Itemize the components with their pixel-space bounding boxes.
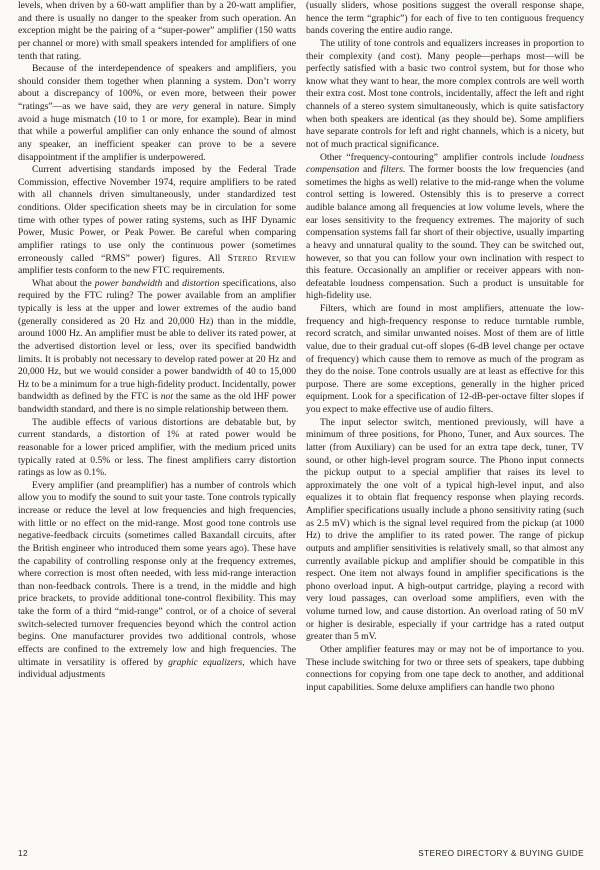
emphasis: power bandwidth xyxy=(94,277,163,289)
paragraph: Because of the interdependence of speakers and amplifiers, you should consider them together when planning a system. Don’t worry about a discrepancy of 100%, or even more, between their power “ratings”—as we have said, they are very general in nature. Simply avoid a huge mismatch (10 to 1 or more, for example). Bear in mind that while a powerful amplifier can only enhance the sound of almost any speaker, an inefficient speaker can prove to be a severe disappointment if the amplifier is underpowered. xyxy=(18,63,296,163)
paragraph: The utility of tone controls and equalizers increases in proportion to their complexity (and cost). Many people—perhaps most—will be perfectly satisfied with a basic two control system, but for those who know what they want to hear, the more complex controls are well worth their extra cost. Most tone controls, incidentally, affect the left and right channels of a stereo system simultaneously, which is quite satisfactory when both speakers are identical (as they should be). Some amplifiers have separate controls for left and right channels, which is a nicety, but not of much practical significance. xyxy=(306,37,584,150)
paragraph: Every amplifier (and preamplifier) has a number of controls which allow you to modify the sound to suit your taste. Tone controls typically increase or reduce the level at low frequencies and high frequencies, with little or no effect on the mid-range. Most good tone controls use negative-feedback circuits (sometimes called Baxandall circuits, after the British engineer who introduced them some years ago). These have the capability of controlling response only at the frequency extremes, where correction is most often needed, with less mid-range interaction than non-feedback controls. There is a trend, in the middle and high price brackets, to provide additional tone-control flexibility. This may take the form of a third “mid-range” control, or of a choice of several switch-selected turnover frequencies beyond which the control action begins. One manufacturer provides two additional controls, whose effects are confined to the extremely low and high frequencies. The ultimate in versatility is offered by graphic equalizers, which have individual adjustments xyxy=(18,479,296,681)
paragraph: Filters, which are found in most amplifiers, attenuate the low-frequency and high-frequency response to reduce turntable rumble, record scratch, and similar unwanted noises. Most of them are of little value, due to their gradual cut-off slopes (6-dB level change per octave of frequency) which cause them to remove as much of the program as they do the noise. Tone controls usually are at least as effective for this purpose. There are some exceptions, generally in the higher priced equipment. Look for a specification of 12-dB-per-octave filter slopes if you expect to make effective use of audio filters. xyxy=(306,303,584,415)
left-column xyxy=(18,0,296,682)
paragraph: The audible effects of various distortions are debatable but, by current standards, a distortion of 1% at rated power would be reasonable for a lower priced amplifier, with the medium priced units typically rated at 0.5% or less. The finest amplifiers carry distortion ratings as low as 0.1%. xyxy=(18,416,296,479)
magazine-name: Stereo Review xyxy=(227,252,296,264)
paragraph: The input selector switch, mentioned previously, will have a minimum of three positions, for Phono, Tuner, and Aux sources. The latter (from Auxiliary) can be used for an extra tape deck, tuner, TV sound, or other high-level program source. The Phono input connects the pickup output to a special amplifier that raises its level to approximately the one volt of a typical high-level input, and also equalizes it to obtain flat frequency response when playing records. Amplifier specifications usually include a phono sensitivity rating (such as 2.5 mV) which is the signal level required from the pickup (at 1000 Hz) to drive the amplifier to its rated power. The range of pickup outputs and amplifier sensitivities is relatively small, so that almost any currently available pickup and amplifier should be compatible in this respect. One item not always found in amplifier specifications is the phono overload input. A high-output cartridge, playing a record with very loud passages, can overload some amplifiers, even with the volume turned low, and cause distortion. An overload rating of 50 mV or higher is desirable, especially if your cartridge has a rated output greater than 5 mV. xyxy=(306,416,584,643)
emphasis: very xyxy=(172,101,189,112)
paragraph: (usually sliders, whose positions suggest the overall response shape, hence the term “graphic”) for each of five to ten contiguous frequency bands covering the entire audio range. xyxy=(306,0,584,37)
emphasis: not xyxy=(160,391,173,403)
running-title: STEREO DIRECTORY & BUYING GUIDE xyxy=(418,849,584,858)
emphasis: filters. xyxy=(380,164,406,176)
paragraph: Other amplifier features may or may not be of importance to you. These include switching for two or three sets of speakers, tape dubbing connections for copying from one tape deck to another, and additional input capabilities. Some deluxe amplifiers can handle two phono xyxy=(306,643,584,693)
page-number: 12 xyxy=(18,849,28,858)
emphasis: distortion xyxy=(182,277,220,289)
paragraph: Other “frequency-contouring” amplifier controls include loudness compensation and filters. The former boosts the low frequencies (and sometimes the highs as well) relative to the mid-range when the volume control setting is lowered. Ostensibly this is to preserve a correct audible balance among all frequencies at low volume levels, where the ear loses sensitivity to the frequency extremes. The majority of such compensation systems fall far short of their objective, usually imparting a heavy and unnatural quality to the sound. They can be switched out, however, so that you can follow your own inclination with respect to this feature. Occasionally an amplifier or receiver appears with non-defeatable loudness compensation. Such a product is unsuitable for high-fidelity use. xyxy=(306,151,584,302)
paragraph: Current advertising standards imposed by the Federal Trade Commission, effective November 1974, require amplifiers to be rated with all channels driven simultaneously, under standardized test conditions. Older specification sheets may be in circulation for some time with other types of power rating systems, such as IHF Dynamic Power, Music Power, or Peak Power. Be careful when comparing amplifier ratings to use only the continuous power (sometimes erroneously called “RMS” power) figures. All Stereo Review amplifier tests conform to the new FTC requirements. xyxy=(18,164,296,277)
right-column xyxy=(306,0,584,694)
emphasis: graphic equalizers, xyxy=(168,656,245,668)
paragraph: levels, when driven by a 60-watt amplifier than by a 20-watt amplifier, and there is usually no danger to the speaker from such operation. An exception might be the pairing of a “super-power” amplifier (150 watts per channel or more) with small speakers intended for amplifiers of one tenth that rating. xyxy=(18,0,296,62)
emphasis: loudness compensation xyxy=(306,151,584,176)
paragraph: What about the power bandwidth and distortion specifications, also required by the FTC ruling? The power available from an amplifier typically is less at the upper and lower extremes of the audio band (generally considered as 20 Hz and 20,000 Hz) than in the middle, around 1000 Hz. An amplifier must be able to deliver its rated power, at the advertised distortion level or less, over its specified bandwidth limits. It is probably not necessary to develop rated power at 20 Hz and 20,000 Hz, but we would consider a power bandwidth of 40 to 15,000 Hz to be a minimum for a true high-fidelity product. Incidentally, power bandwidth as defined by the FTC is not the same as the old IHF power bandwidth standard, and there is no simple relationship between them. xyxy=(18,277,296,415)
